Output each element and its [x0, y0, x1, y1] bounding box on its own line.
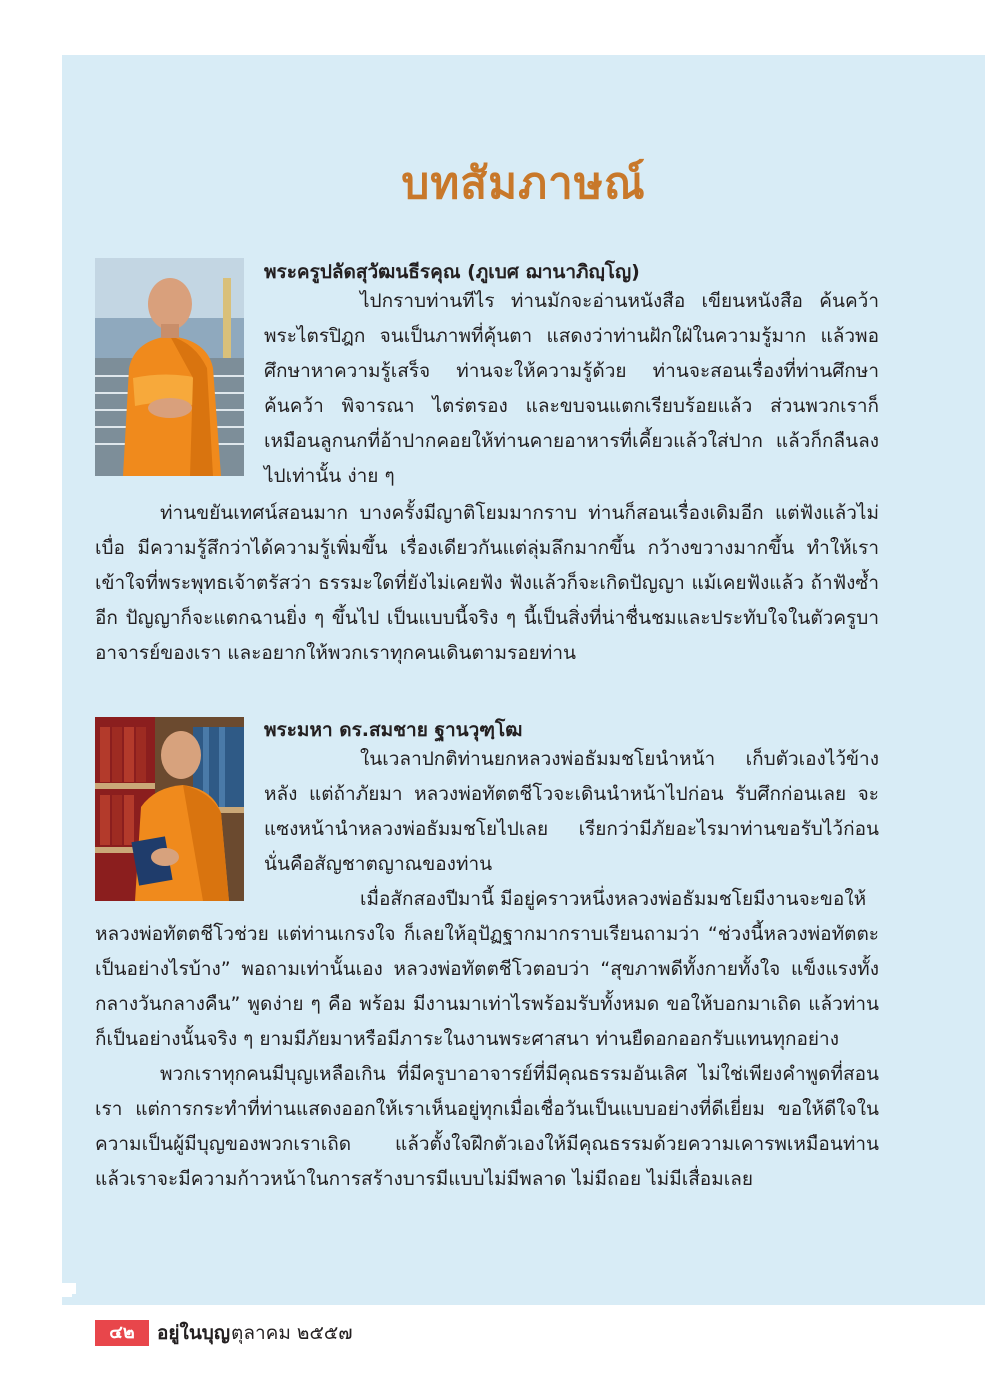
page-title: บทสัมภาษณ์: [401, 158, 646, 209]
paragraph-5: พวกเราทุกคนมีบุญเหลือเกิน ที่มีครูบาอาจารย์ที่มีคุณธรรมอันเลิศ ไม่ใช่เพียงคำพูดที่สอนเรา แต่การกระทำที่ท่านแสดงออกให้เราเห็นอยู่ทุกเมื่อเชื่อวันเป็นแบบอย่างที่ดีเยี่ยม ขอให้ดีใจในความเป็นผู้มีบุญของพวกเราเถิด แล้วตั้งใจฝึกตัวเองให้มีคุณธรรมด้วยความเคารพเหมือนท่าน แล้วเราจะมีความก้าวหน้าในการสร้างบารมีแบบไม่มีพลาด ไม่มีถอย ไม่มีเสื่อมเลย: [95, 1063, 879, 1190]
interviewee-name-2: พระมหา ดร.สมชาย ฐานวุฑฺโฒ: [264, 719, 523, 741]
paragraph-4-cont: หลวงพ่อทัตตชีโวช่วย แต่ท่านเกรงใจ ก็เลยให้อุปัฏฐากมากราบเรียนถามว่า “ช่วงนี้หลวงพ่อทัตตะเป็นอย่างไรบ้าง” พอถามเท่านั้นเอง หลวงพ่อทัตตชีโวตอบว่า “สุขภาพดีทั้งกายทั้งใจ แข็งแรงทั้งกลางวันกลางคืน” พูดง่าย ๆ คือ พร้อม มีงานมาเท่าไรพร้อมรับทั้งหมด ขอให้บอกมาเถิด แล้วท่านก็เป็นอย่างนั้นจริง ๆ ยามมีภัยมาหรือมีภาระในงานพระศาสนา ท่านยืดอกออกรับแทนทุกอย่าง: [95, 923, 879, 1050]
paragraph-2: ท่านขยันเทศน์สอนมาก บางครั้งมีญาติโยมมากราบ ท่านก็สอนเรื่องเดิมอีก แต่ฟังแล้วไม่เบื่อ มีความรู้สึกว่าได้ความรู้เพิ่มขึ้น เรื่องเดียวกันแต่ลุ่มลึกมากขึ้น กว้างขวางมากขึ้น ทำให้เราเข้าใจที่พระพุทธเจ้าตรัสว่า ธรรมะใดที่ยังไม่เคยฟัง ฟังแล้วก็จะเกิดปัญญา แม้เคยฟังแล้ว ถ้าฟังซ้ำอีก ปัญญาก็จะแตกฉานยิ่ง ๆ ขึ้นไป เป็นแบบนี้จริง ๆ นี้เป็นสิ่งที่น่าชื่นชมและประทับใจในตัวครูบาอาจารย์ของเรา และอยากให้พวกเราทุกคนเดินตามรอยท่าน: [95, 502, 879, 664]
paragraph-1: ไปกราบท่านทีไร ท่านมักจะอ่านหนังสือ เขียนหนังสือ ค้นคว้าพระไตรปิฎก จนเป็นภาพที่คุ้นตา แสดงว่าท่านฝักใฝ่ในความรู้มาก แล้วพอศึกษาหาความรู้เสร็จ ท่านจะให้ความรู้ด้วย ท่านจะสอนเรื่องที่ท่านศึกษาค้นคว้า พิจารณา ไตร่ตรอง และขบจนแตกเรียบร้อยแล้ว ส่วนพวกเราก็เหมือนลูกนกที่อ้าปากคอยให้ท่านคายอาหารที่เคี้ยวแล้วใส่ปาก แล้วก็กลืนลงไปเท่านั้น ง่าย ๆ: [264, 290, 879, 487]
paragraph-3: ในเวลาปกติท่านยกหลวงพ่อธัมมชโยนำหน้า เก็บตัวเองไว้ข้างหลัง แต่ถ้าภัยมา หลวงพ่อทัตตชีโวจะเดินนำหน้าไปก่อน รับศึกก่อนเลย จะแซงหน้านำหลวงพ่อธัมมชโยไปเลย เรียกว่ามีภัยอะไรมาท่านขอรับไว้ก่อน นั่นคือสัญชาตญาณของท่าน: [264, 748, 879, 875]
issue-date: ตุลาคม ๒๕๕๗: [231, 1322, 353, 1344]
paragraph-4-start: เมื่อสักสองปีมานี้ มีอยู่คราวหนึ่งหลวงพ่อธัมมชโยมีงานจะขอให้: [360, 888, 867, 910]
interviewee-name-1: พระครูปลัดสุวัฒนธีรคุณ (ภูเบศ ฌานาภิญฺโญ): [264, 261, 640, 283]
monk-portrait-2: [95, 717, 244, 901]
monk-portrait-1: [95, 258, 244, 476]
corner-decoration-small: [72, 1294, 80, 1302]
magazine-name: อยู่ในบุญ: [157, 1322, 231, 1344]
page-number: ๔๒: [95, 1320, 149, 1346]
